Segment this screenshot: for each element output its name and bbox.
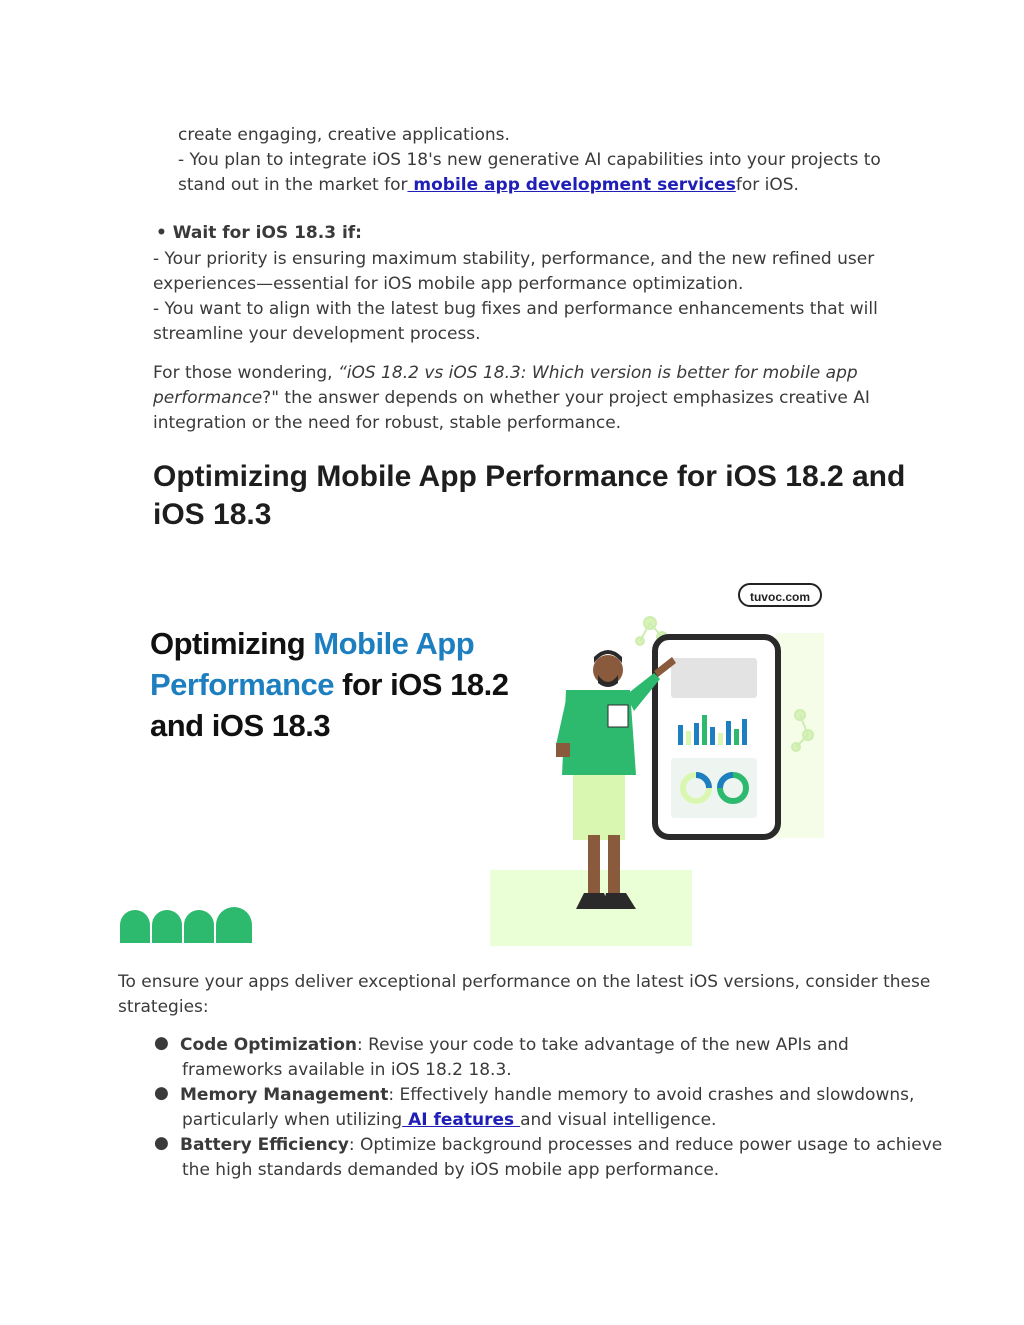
text-line: - You want to align with the latest bug fixes and performance enhancements that will [153,299,878,319]
text: ?" the answer depends on whether your project emphasizes creative AI [262,388,870,408]
brand-logo: tuvoc.com [738,583,822,607]
hero-title-part: for iOS 18.2 [334,667,509,702]
hero-title-part: Mobile App [313,626,475,661]
text: : Optimize background processes and reduce power usage to achieve [348,1135,943,1155]
text: - You plan to integrate iOS 18's new generative AI capabilities into your projects to [178,150,881,170]
list-item [180,1133,942,1158]
list-item-title: Battery Efficiency [180,1135,349,1155]
text-line: the high standards demanded by iOS mobile app performance. [182,1160,720,1180]
text: : Revise your code to take advantage of the new APIs and [357,1035,849,1055]
mobile-app-development-services-link[interactable]: mobile app development services [407,175,736,195]
section-heading: Optimizing Mobile App Performance for iOS 18.2 and iOS 18.3 [153,460,906,531]
text: stand out in the market for [178,175,408,195]
bullet-icon: ● [154,1033,169,1053]
list-item [180,1083,914,1108]
bg-shape [776,633,824,838]
text-line: - Your priority is ensuring maximum stability, performance, and the new refined user [153,249,875,269]
text-line [182,1108,716,1133]
text: For those wondering, [153,363,338,383]
wait-heading: • Wait for iOS 18.3 if: [156,223,362,243]
text-line [153,386,870,411]
text: particularly when utilizing [182,1110,403,1130]
bullet-icon: ● [154,1133,169,1153]
text-line [178,123,510,148]
text-line: strategies: [118,997,209,1017]
text-line: frameworks available in iOS 18.2 18.3. [182,1060,512,1080]
phone-card [671,658,757,698]
text: performance [153,388,263,408]
hero-illustration [118,575,830,947]
text: “iOS 18.2 vs iOS 18.3: Which version is better for mobile app [337,363,858,383]
hero-image [118,575,830,947]
text-line [178,148,881,173]
hero-title-part: and iOS 18.3 [150,708,331,743]
text: for iOS. [735,175,799,195]
text-line [153,361,858,386]
hero-title-part: Performance [150,667,335,702]
ai-features-link[interactable]: AI features [402,1110,521,1130]
list-item-title: Code Optimization [180,1035,357,1055]
hero-title-part: Optimizing [150,626,314,661]
text-line: integration or the need for robust, stable performance. [153,413,622,433]
text: create engaging, creative applications. [178,125,510,145]
bullet-icon: ● [154,1083,169,1103]
text-line: experiences—essential for iOS mobile app performance optimization. [153,274,744,294]
text-line: To ensure your apps deliver exceptional performance on the latest iOS versions, consider these [118,972,931,992]
arches-decoration [120,907,252,943]
text-line: streamline your development process. [153,324,481,344]
list-item-title: Memory Management [180,1085,389,1105]
text: : Effectively handle memory to avoid crashes and slowdowns, [388,1085,915,1105]
text-line [178,173,799,198]
list-item [180,1033,849,1058]
text: and visual intelligence. [520,1110,717,1130]
